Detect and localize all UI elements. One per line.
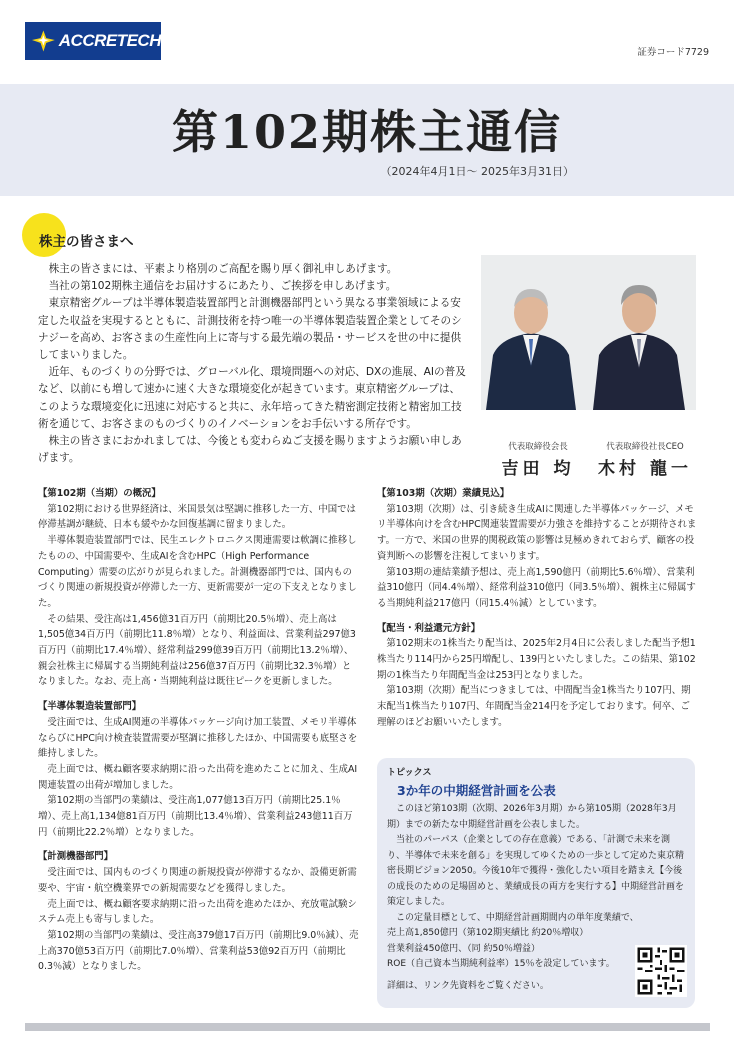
greeting-heading: 株主の皆さまへ bbox=[39, 234, 134, 250]
section-paragraph: 第102期末の1株当たり配当は、2025年2月4日に公表しました配当予想1株当たり114円から25円増配し、139円といたしました。この結果、第102期の1株当たり年間配当金は253円となりました。 bbox=[377, 638, 696, 681]
fiscal-period: （2024年4月1日〜 2025年3月31日） bbox=[380, 165, 574, 178]
topics-line: 詳細は、リンク先資料をご覧ください。 bbox=[387, 980, 549, 991]
executive-name: 吉田 均 bbox=[501, 459, 575, 479]
topics-title: 3か年の中期経営計画を公表 bbox=[397, 783, 556, 798]
page-title: 第102期株主通信 bbox=[171, 105, 563, 159]
topics-line: この定量目標として、中期経営計画期間内の単年度業績で、 bbox=[396, 912, 639, 923]
executive-name: 木村 龍一 bbox=[598, 459, 692, 479]
topics-line: ROE（自己資本当期純利益率）15％を設定しています。 bbox=[387, 959, 615, 969]
section-heading: 【計測機器部門】 bbox=[38, 851, 114, 863]
executive-chairman bbox=[488, 440, 588, 479]
greeting-paragraph: 東京精密グループは半導体製造装置部門と計測機器部門という異なる事業領域による安定した収益を実現するとともに、計測技術を持つ唯一の半導体製造装置企業としてそのシナジーを高め、お客さまの生産性向上に寄与する最先端の製品・サービスを世の中に提供してまいりました。 bbox=[38, 297, 462, 362]
section-heading: 【配当・利益還元方針】 bbox=[377, 622, 481, 634]
section-paragraph: 第102期の当部門の業績は、受注高1,077億13百万円（前期比25.1％増）、売上高1,134億81百万円（前期比13.4％増）、営業利益243億11百万円（前期比22.2％増）となりました。 bbox=[38, 795, 353, 838]
greeting-body bbox=[38, 261, 468, 467]
logo-text: ACCRETECH bbox=[58, 31, 161, 50]
greeting-paragraph: 近年、ものづくりの分野では、グローバル化、環境問題への対応、DXの進展、AIの普及など、以前にも増して速かに速く大きな環境変化が起きています。東京精密グループは、このような環境変化に迅速に対応すると共に、永年培ってきた精密測定技術と精密加工技術を通じて、お客さまのものづくりのイノベーションをお手伝いする所存です。 bbox=[38, 366, 466, 430]
executive-role: 代表取締役会長 bbox=[508, 442, 568, 452]
topics-box bbox=[377, 758, 695, 1008]
right-column bbox=[377, 486, 697, 731]
topics-line: このほど第103期（次期、2026年3月期）から第105期（2028年3月期）までの新たな中期経営計画を公表しました。 bbox=[387, 804, 677, 830]
section-paragraph: 第102期における世界経済は、米国景気は堅調に推移した一方、中国では停滞基調が継続、日本も緩やかな回復基調に留まりました。 bbox=[38, 503, 356, 531]
section-paragraph: 第102期の当部門の業績は、受注高379億17百万円（前期比9.0％減）、売上高370億53百万円（前期比7.0％増）、営業利益53億92百万円（前期比0.3％減）となりました。 bbox=[38, 929, 359, 973]
section-paragraph: 第103期の連結業績予想は、売上高1,590億円（前期比5.6％増）、営業利益310億円（同4.4％増）、経常利益310億円（同3.5％増）、親株主に帰属する当期純利益217億円（同15.4％減）としています。 bbox=[377, 566, 696, 609]
section-paragraph: 第103期（次期）は、引き続き生成AIに関連した半導体パッケージ、メモリ半導体向けを含むHPC関連装置需要が力強さを維持することが期待されます。一方で、米国の世界的関税政策の影響は見極めきれておらず、顧客の投資判断への影響を注視してまいります。 bbox=[377, 503, 697, 562]
executive-ceo bbox=[590, 440, 700, 479]
section-paragraph: 売上面では、概ね顧客要求納期に沿った出荷を進めたほか、充放電試験システム売上も寄与しました。 bbox=[38, 898, 357, 926]
section-paragraph: 受注面では、国内ものづくり関連の新規投資が停滞するなか、設備更新需要や、宇宙・航空機業界での新規需要などを獲得しました。 bbox=[38, 867, 357, 894]
topics-line: 営業利益450億円、（同 約50％増益） bbox=[387, 943, 540, 954]
section-heading: 【第102期（当期）の概況】 bbox=[38, 488, 161, 499]
company-logo bbox=[25, 22, 161, 60]
greeting-paragraph: 株主の皆さまには、平素より格別のご高配を賜り厚く御礼申しあげます。 bbox=[48, 263, 398, 275]
greeting-paragraph: 当社の第102期株主通信をお届けするにあたり、ご挨拶を申しあげます。 bbox=[48, 280, 397, 293]
qr-code-icon[interactable] bbox=[635, 945, 687, 997]
section-paragraph: 売上面では、概ね顧客要求納期に沿った出荷を進めたことに加え、生成AI関連装置の出荷が増加しました。 bbox=[38, 763, 358, 791]
section-heading: 【第103期（次期）業績見込】 bbox=[377, 488, 510, 499]
section-paragraph: 半導体製造装置部門では、民生エレクトロニクス関連需要は軟調に推移したものの、中国需要や、生成AIを含むHPC（High Performance Computing）需要の広がりが見られました。計測機器部門では、国内ものづくり関連の新規投資が停滞した一方、更新需要が一定の下支えとなりました。 bbox=[38, 535, 357, 609]
bottom-bar bbox=[25, 1023, 710, 1031]
greeting-paragraph: 株主の皆さまにおかれましては、今後とも変わらぬご支援を賜りますようお願い申しあげます。 bbox=[38, 435, 462, 465]
topics-line: 売上高1,850億円（第102期実績比 約20％増収） bbox=[387, 928, 589, 938]
logo-star-icon bbox=[31, 28, 56, 54]
stock-code: 証券コード7729 bbox=[637, 47, 709, 58]
section-paragraph: その結果、受注高は1,456億31百万円（前期比20.5％増）、売上高は1,505億34百万円（前期比11.8％増）となり、利益面は、営業利益297億3百万円（前期比17.4％増）、経常利益299億39百万円（前期比13.2％増）、親会社株主に帰属する当期純利益は256億37百万円（前期比32.3％増）となりました。なお、売上高・当期純利益は既往ピークを更新しました。 bbox=[38, 613, 356, 688]
section-paragraph: 受注面では、生成AI関連の半導体パッケージ向け加工装置、メモリ半導体ならびにHPC向け検査装置需要が堅調に推移したほか、中国需要も底堅さを維持しました。 bbox=[38, 716, 358, 760]
section-heading: 【半導体製造装置部門】 bbox=[38, 701, 142, 713]
topics-tag: トピックス bbox=[387, 768, 432, 778]
topics-line: 当社のパーパス（企業としての存在意義）である、「計測で未来を測り、半導体で未来を創る」を実現してゆくための一歩として定めた東京精密長期ビジョン2050。今後10年で獲得・強化したい項目を踏まえ【今後の成長のための足場固めと、業績成長の両方を実行する】中期経営計画を策定しました。 bbox=[387, 835, 685, 907]
left-column bbox=[38, 486, 360, 975]
executives-illustration bbox=[481, 255, 696, 410]
executives-photo bbox=[481, 255, 696, 410]
executive-role: 代表取締役社長CEO bbox=[606, 442, 684, 452]
section-paragraph: 第103期（次期）配当につきましては、中間配当金1株当たり107円、期末配当1株当たり107円、年間配当金214円を予定しております。何卒、ご理解のほどお願いいたします。 bbox=[377, 685, 691, 728]
